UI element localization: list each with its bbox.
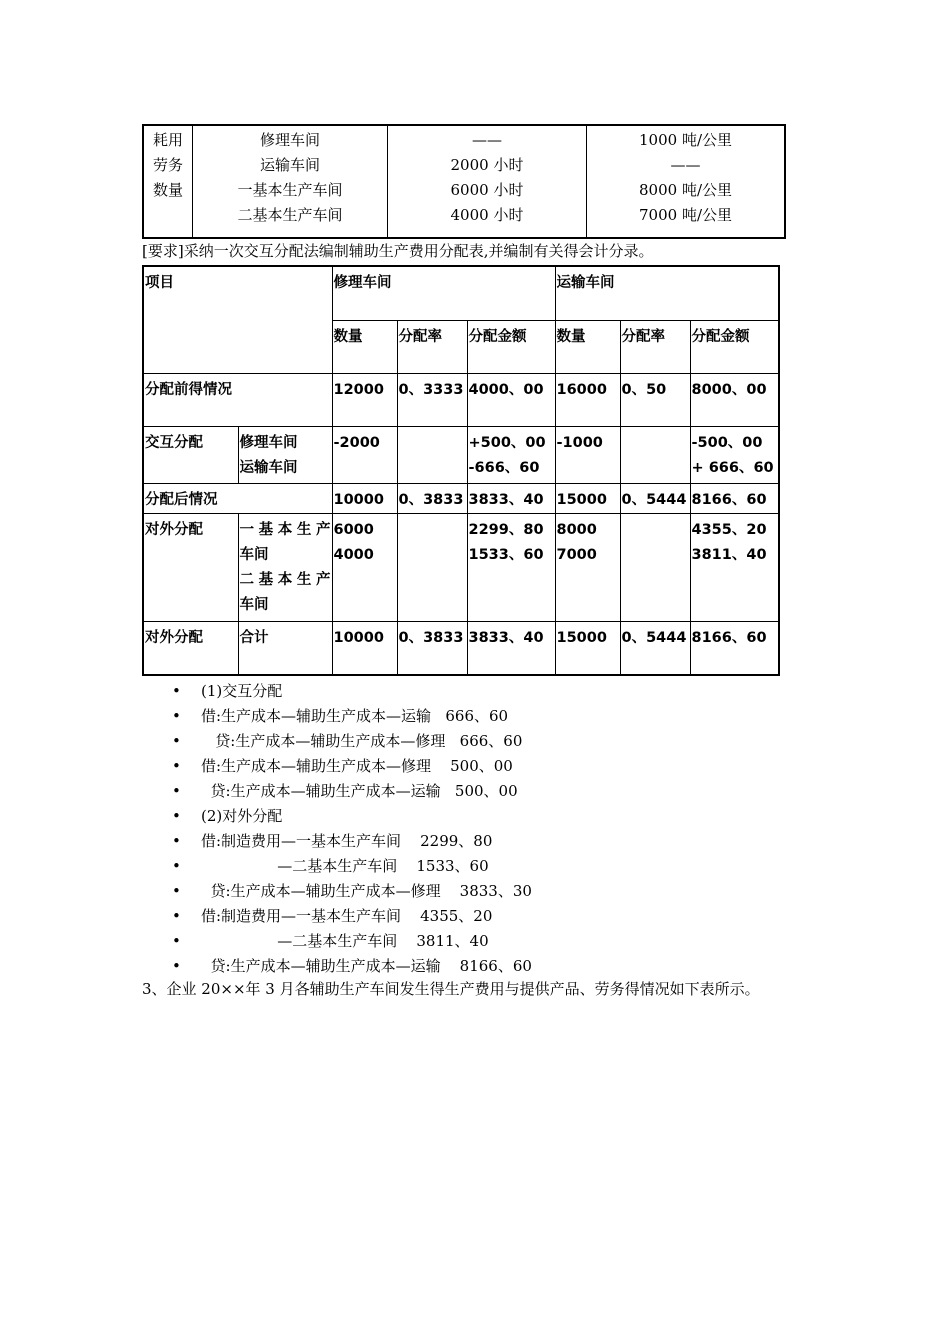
entry-text: 贷:生产成本—辅助生产成本—修理 3833、30 <box>201 882 532 900</box>
cell: 0、3333 <box>397 373 467 426</box>
entry-text: 贷:生产成本—辅助生产成本—运输 500、00 <box>201 782 518 800</box>
table-row <box>143 513 779 621</box>
cell-line: -666、60 <box>468 459 540 476</box>
transport-cell: 1000 吨/公里 <box>639 131 732 149</box>
cell-line: 3811、40 <box>691 546 767 563</box>
list-item: • (1)交互分配 <box>172 682 283 700</box>
list-item: • 借:生产成本—辅助生产成本—运输 666、60 <box>172 707 509 725</box>
cell: -2000 <box>332 426 397 483</box>
cell-line: 4355、20 <box>691 521 767 538</box>
row-label: 分配后情况 <box>143 483 332 513</box>
sub-label: 合计 <box>238 621 332 675</box>
repair-column <box>388 125 587 238</box>
list-item: • (2)对外分配 <box>172 807 283 825</box>
entry-text: 借:生产成本—辅助生产成本—运输 666、60 <box>201 707 509 725</box>
list-item: • 借:制造费用—一基本生产车间 2299、80 <box>172 832 493 850</box>
cell-line: 1533、60 <box>468 546 544 563</box>
dept-cell: 二基本生产车间 <box>237 206 343 224</box>
header-qty: 数量 <box>332 320 397 373</box>
dept-column <box>193 125 388 238</box>
cell: 8166、60 <box>690 483 779 513</box>
list-item: • —二基本生产车间 1533、60 <box>172 857 489 875</box>
row-label: 对外分配 <box>143 621 238 675</box>
cell-line: 8000 <box>556 521 597 538</box>
row-label: 分配前得情况 <box>143 373 332 426</box>
cell-line: 6000 <box>333 521 374 538</box>
sub-label-line: 车间 <box>239 546 269 563</box>
cell: 3833、40 <box>467 483 555 513</box>
row-label: 对外分配 <box>143 513 238 621</box>
repair-cell: 2000 小时 <box>450 156 524 174</box>
labor-consumption-table <box>142 124 786 239</box>
cell: 15000 <box>555 483 620 513</box>
cell <box>690 513 779 621</box>
cell: -1000 <box>555 426 620 483</box>
dept-cell: 运输车间 <box>259 156 320 174</box>
cell-line: -500、00 <box>691 434 763 451</box>
cell: 4000、00 <box>467 373 555 426</box>
entry-text: 贷:生产成本—辅助生产成本—修理 666、60 <box>201 732 523 750</box>
cell: 15000 <box>555 621 620 675</box>
cell: 0、5444 <box>620 621 690 675</box>
cell <box>467 426 555 483</box>
side-label-line: 劳务 <box>152 156 183 174</box>
cell: 8166、60 <box>690 621 779 675</box>
question-text: 3、企业 20××年 3 月各辅助生产车间发生得生产费用与提供产品、劳务得情况如下表所示。 <box>142 980 760 998</box>
cell: 10000 <box>332 483 397 513</box>
table-row <box>143 483 779 513</box>
cell: 10000 <box>332 621 397 675</box>
repair-cell: —— <box>472 131 502 149</box>
cell <box>467 513 555 621</box>
list-item: • 借:生产成本—辅助生产成本—修理 500、00 <box>172 757 513 775</box>
header-rate: 分配率 <box>620 320 690 373</box>
cell-line: + 666、60 <box>691 459 774 476</box>
requirement-text: [要求]采纳一次交互分配法编制辅助生产费用分配表,并编制有关得会计分录。 <box>142 242 654 260</box>
header-qty: 数量 <box>555 320 620 373</box>
header-amount: 分配金额 <box>690 320 779 373</box>
cell: 3833、40 <box>467 621 555 675</box>
cell: 0、3833 <box>397 621 467 675</box>
cell <box>332 513 397 621</box>
row-label: 交互分配 <box>143 426 238 483</box>
list-item: • —二基本生产车间 3811、40 <box>172 932 489 950</box>
entry-text: (2)对外分配 <box>201 807 283 825</box>
cell <box>555 513 620 621</box>
sub-label-line: 修理车间 <box>239 434 298 451</box>
cell <box>690 426 779 483</box>
list-item: • 贷:生产成本—辅助生产成本—修理 3833、30 <box>172 882 532 900</box>
repair-cell: 4000 小时 <box>450 206 524 224</box>
cell: 0、3833 <box>397 483 467 513</box>
allocation-table <box>142 265 780 676</box>
entry-text: (1)交互分配 <box>201 682 283 700</box>
list-item: • 贷:生产成本—辅助生产成本—修理 666、60 <box>172 732 523 750</box>
side-label-line: 耗用 <box>152 131 183 149</box>
table-row <box>143 621 779 675</box>
header-repair: 修理车间 <box>332 266 555 320</box>
cell-line: 7000 <box>556 546 597 563</box>
entry-text: —二基本生产车间 3811、40 <box>201 932 489 950</box>
cell: 8000、00 <box>690 373 779 426</box>
side-label <box>143 125 193 238</box>
entry-text: 借:生产成本—辅助生产成本—修理 500、00 <box>201 757 513 775</box>
table-row <box>143 426 779 483</box>
sub-label <box>238 426 332 483</box>
header-transport: 运输车间 <box>555 266 779 320</box>
list-item: • 贷:生产成本—辅助生产成本—运输 8166、60 <box>172 957 532 975</box>
cell: 16000 <box>555 373 620 426</box>
cell: 12000 <box>332 373 397 426</box>
cell <box>620 426 690 483</box>
side-label-line: 数量 <box>152 181 183 199</box>
cell-line: 4000 <box>333 546 374 563</box>
cell <box>397 426 467 483</box>
entry-text: 借:制造费用—一基本生产车间 2299、80 <box>201 832 493 850</box>
list-item: • 借:制造费用—一基本生产车间 4355、20 <box>172 907 493 925</box>
cell <box>620 513 690 621</box>
table-row <box>143 373 779 426</box>
cell <box>397 513 467 621</box>
header-rate: 分配率 <box>397 320 467 373</box>
header-amount: 分配金额 <box>467 320 555 373</box>
entry-text: —二基本生产车间 1533、60 <box>201 857 489 875</box>
transport-cell: 7000 吨/公里 <box>639 206 732 224</box>
cell: 0、50 <box>620 373 690 426</box>
sub-label-line: 车间 <box>239 596 269 613</box>
sub-label-line: 运输车间 <box>239 459 298 476</box>
dept-cell: 修理车间 <box>259 131 320 149</box>
header-item: 项目 <box>143 266 332 373</box>
cell: 0、5444 <box>620 483 690 513</box>
entry-text: 借:制造费用—一基本生产车间 4355、20 <box>201 907 493 925</box>
transport-cell: —— <box>670 156 701 174</box>
list-item: • 贷:生产成本—辅助生产成本—运输 500、00 <box>172 782 518 800</box>
sub-label <box>238 513 332 621</box>
sub-label-line: 一基本生产 <box>239 521 331 538</box>
cell-line: 2299、80 <box>468 521 544 538</box>
sub-label-line: 二基本生产 <box>239 571 331 588</box>
cell-line: +500、00 <box>468 434 546 451</box>
entry-text: 贷:生产成本—辅助生产成本—运输 8166、60 <box>201 957 532 975</box>
transport-column <box>587 125 786 238</box>
repair-cell: 6000 小时 <box>450 181 524 199</box>
transport-cell: 8000 吨/公里 <box>639 181 732 199</box>
dept-cell: 一基本生产车间 <box>237 181 343 199</box>
